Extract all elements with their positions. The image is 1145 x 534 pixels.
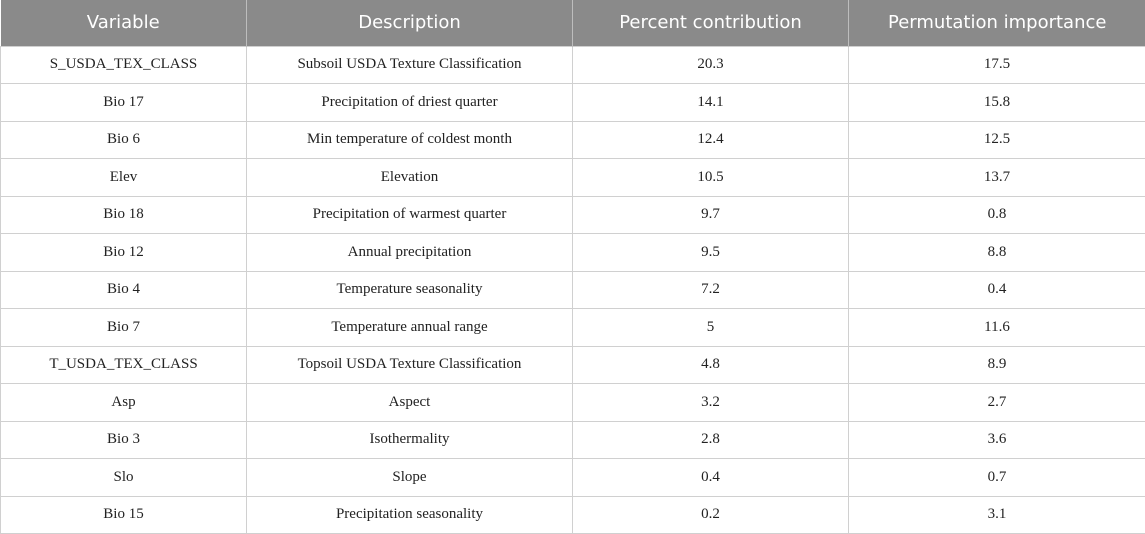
cell-description: Precipitation of warmest quarter	[247, 196, 573, 234]
cell-percent-contribution: 12.4	[573, 121, 849, 159]
cell-percent-contribution: 4.8	[573, 346, 849, 384]
cell-description: Temperature annual range	[247, 309, 573, 347]
cell-description: Isothermality	[247, 421, 573, 459]
cell-permutation-importance: 8.9	[849, 346, 1145, 384]
table-row	[1, 309, 1145, 347]
cell-variable: Bio 6	[1, 121, 247, 159]
cell-permutation-importance: 3.6	[849, 421, 1145, 459]
header-row	[1, 0, 1145, 46]
cell-description: Precipitation of driest quarter	[247, 84, 573, 122]
cell-percent-contribution: 10.5	[573, 159, 849, 197]
cell-percent-contribution: 5	[573, 309, 849, 347]
cell-percent-contribution: 9.5	[573, 234, 849, 272]
cell-variable: T_USDA_TEX_CLASS	[1, 346, 247, 384]
table-row	[1, 196, 1145, 234]
header-percent-contribution: Percent contribution	[573, 0, 849, 46]
cell-percent-contribution: 2.8	[573, 421, 849, 459]
cell-permutation-importance: 0.7	[849, 459, 1145, 497]
table-header	[1, 0, 1145, 46]
table-row	[1, 121, 1145, 159]
cell-description: Temperature seasonality	[247, 271, 573, 309]
cell-variable: Bio 7	[1, 309, 247, 347]
cell-percent-contribution: 3.2	[573, 384, 849, 422]
header-description: Description	[247, 0, 573, 46]
cell-variable: S_USDA_TEX_CLASS	[1, 46, 247, 84]
table-row	[1, 384, 1145, 422]
cell-percent-contribution: 14.1	[573, 84, 849, 122]
table-row	[1, 159, 1145, 197]
table-row	[1, 271, 1145, 309]
cell-description: Precipitation seasonality	[247, 496, 573, 534]
cell-permutation-importance: 15.8	[849, 84, 1145, 122]
table-row	[1, 234, 1145, 272]
cell-variable: Slo	[1, 459, 247, 497]
cell-percent-contribution: 20.3	[573, 46, 849, 84]
cell-description: Elevation	[247, 159, 573, 197]
cell-variable: Bio 12	[1, 234, 247, 272]
cell-variable: Bio 15	[1, 496, 247, 534]
cell-description: Annual precipitation	[247, 234, 573, 272]
header-variable: Variable	[1, 0, 247, 46]
cell-variable: Asp	[1, 384, 247, 422]
cell-description: Slope	[247, 459, 573, 497]
cell-permutation-importance: 12.5	[849, 121, 1145, 159]
cell-permutation-importance: 13.7	[849, 159, 1145, 197]
header-permutation-importance: Permutation importance	[849, 0, 1145, 46]
table-row	[1, 84, 1145, 122]
table-row	[1, 496, 1145, 534]
cell-permutation-importance: 11.6	[849, 309, 1145, 347]
table-row	[1, 46, 1145, 84]
table-row	[1, 346, 1145, 384]
cell-percent-contribution: 9.7	[573, 196, 849, 234]
cell-permutation-importance: 0.4	[849, 271, 1145, 309]
cell-variable: Bio 18	[1, 196, 247, 234]
cell-percent-contribution: 0.4	[573, 459, 849, 497]
cell-variable: Bio 4	[1, 271, 247, 309]
cell-description: Subsoil USDA Texture Classification	[247, 46, 573, 84]
cell-permutation-importance: 3.1	[849, 496, 1145, 534]
cell-permutation-importance: 2.7	[849, 384, 1145, 422]
cell-permutation-importance: 0.8	[849, 196, 1145, 234]
cell-description: Aspect	[247, 384, 573, 422]
cell-variable: Bio 17	[1, 84, 247, 122]
cell-percent-contribution: 7.2	[573, 271, 849, 309]
cell-description: Topsoil USDA Texture Classification	[247, 346, 573, 384]
cell-permutation-importance: 17.5	[849, 46, 1145, 84]
cell-percent-contribution: 0.2	[573, 496, 849, 534]
table-body	[1, 46, 1145, 534]
cell-permutation-importance: 8.8	[849, 234, 1145, 272]
cell-description: Min temperature of coldest month	[247, 121, 573, 159]
table-row	[1, 459, 1145, 497]
cell-variable: Bio 3	[1, 421, 247, 459]
cell-variable: Elev	[1, 159, 247, 197]
table-row	[1, 421, 1145, 459]
